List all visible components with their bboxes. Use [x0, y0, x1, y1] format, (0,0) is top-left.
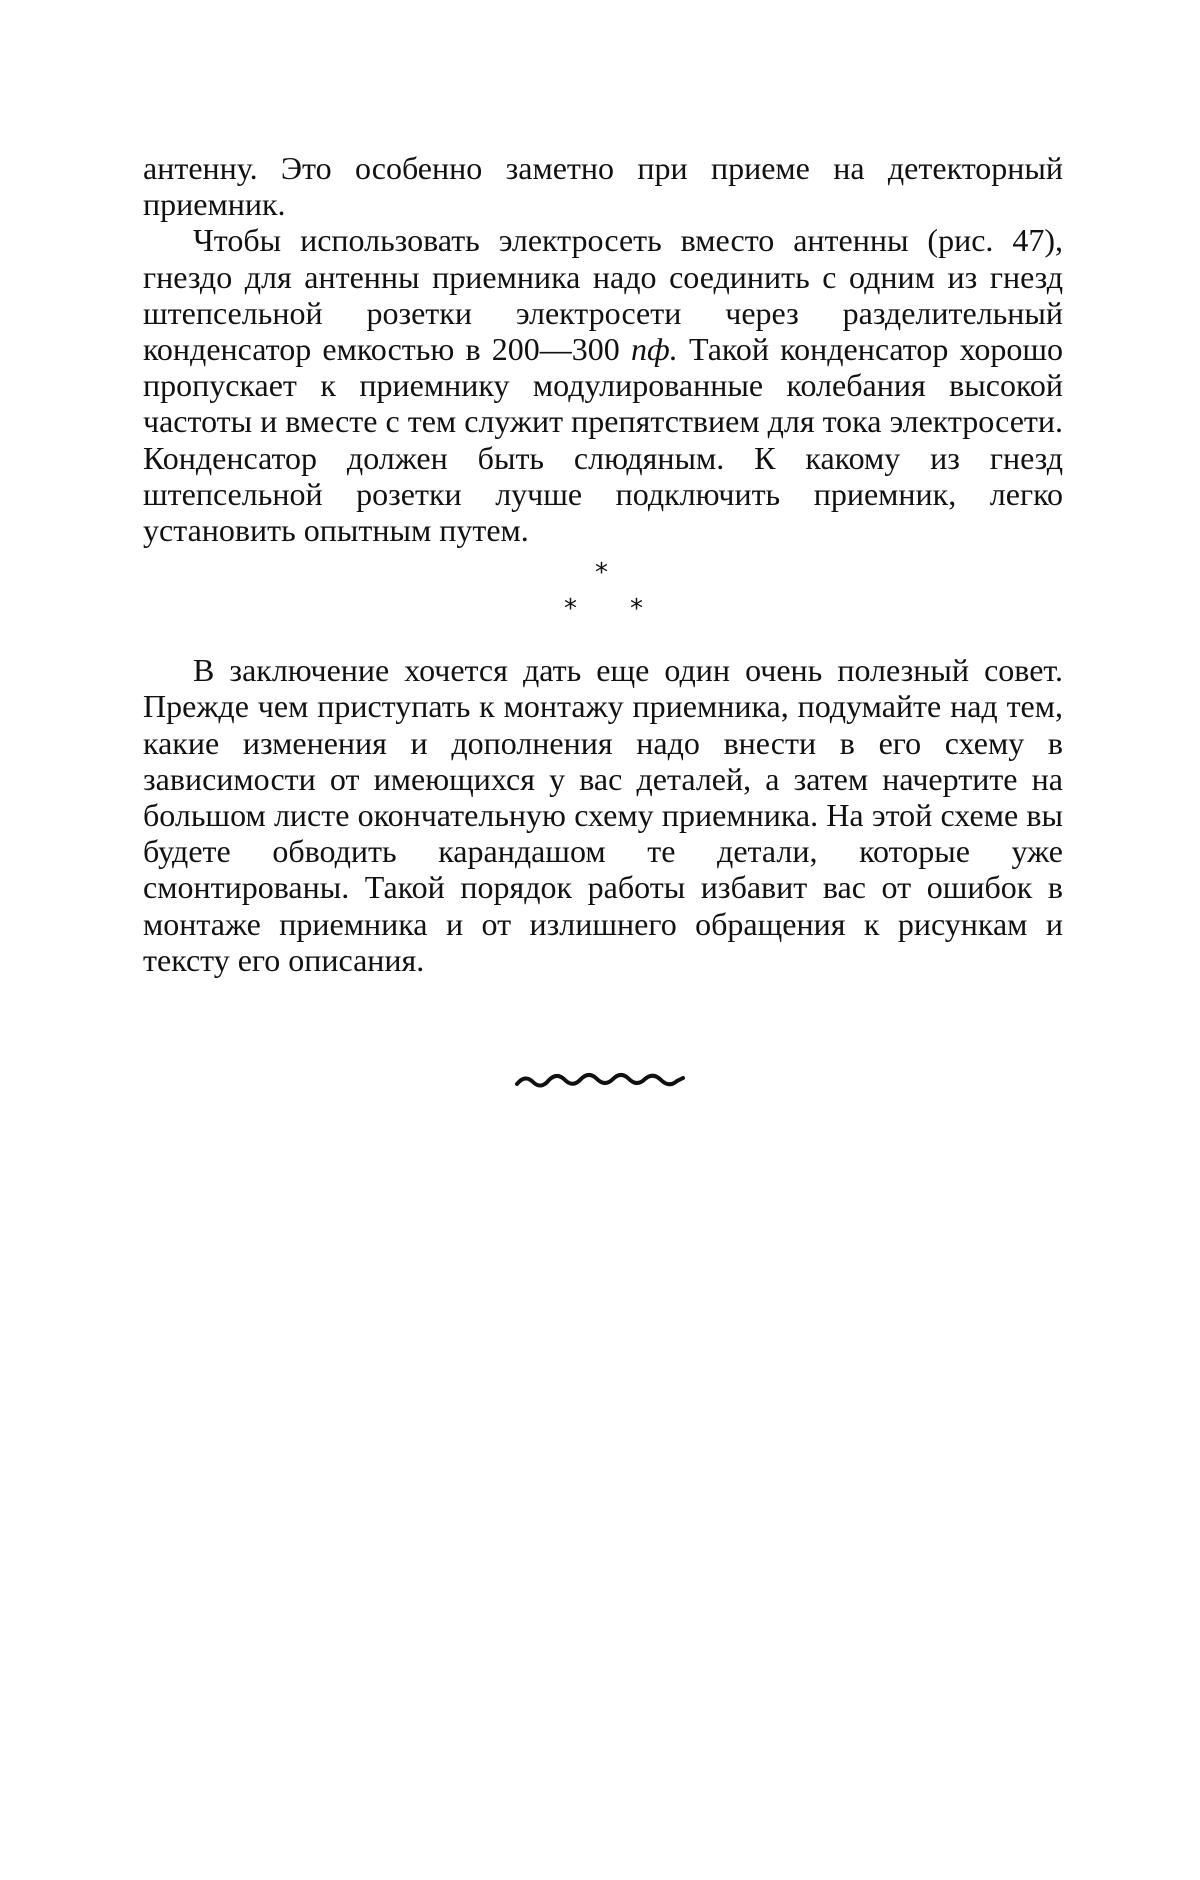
paragraph-2-text-end: Такой конденсатор хорошо пропускает к приемнику модулированные колебания высокой частоты и вместе с тем служит препятствием для тока электросети. Конденсатор должен быть слюдяным. К какому из гнезд штепсельной розетки лучше подключить приемник, легко установить опытным путем.: [143, 331, 1064, 549]
asterism-star-right: *: [630, 594, 643, 625]
page-text: [143, 150, 1063, 978]
asterism-separator: [143, 556, 1063, 652]
unit-picofarad: пф.: [631, 331, 678, 368]
asterism-star-left: *: [564, 594, 577, 625]
paragraph-antenna-connection: [143, 222, 1063, 548]
wavy-line-icon: [515, 1068, 685, 1092]
paragraph-2-text-start: Чтобы использовать электросеть вместо антенны (рис. 47), гнездо для антенны приемника надо соединить с одним из гнезд штепсельной розетки электросети через разделительный конденсатор емкостью в 200—300: [143, 222, 1063, 368]
paragraph-conclusion: В заключение хочется дать еще один очень полезный совет. Прежде чем приступать к монтажу приемника, подумайте над тем, какие изменения и дополнения надо внести в его схему в зависимости от имеющихся у вас деталей, а затем начертите на большом листе окончательную схему приемника. На этой схеме вы будете обводить карандашом те детали, которые уже смонтированы. Такой порядок работы избавит вас от ошибок в монтаже приемника и от излишнего обращения к рисункам и тексту его описания.: [143, 652, 1063, 978]
paragraph-continuation: антенну. Это особенно заметно при приеме на детекторный приемник.: [143, 150, 1063, 223]
asterism-star-top: *: [595, 558, 608, 589]
